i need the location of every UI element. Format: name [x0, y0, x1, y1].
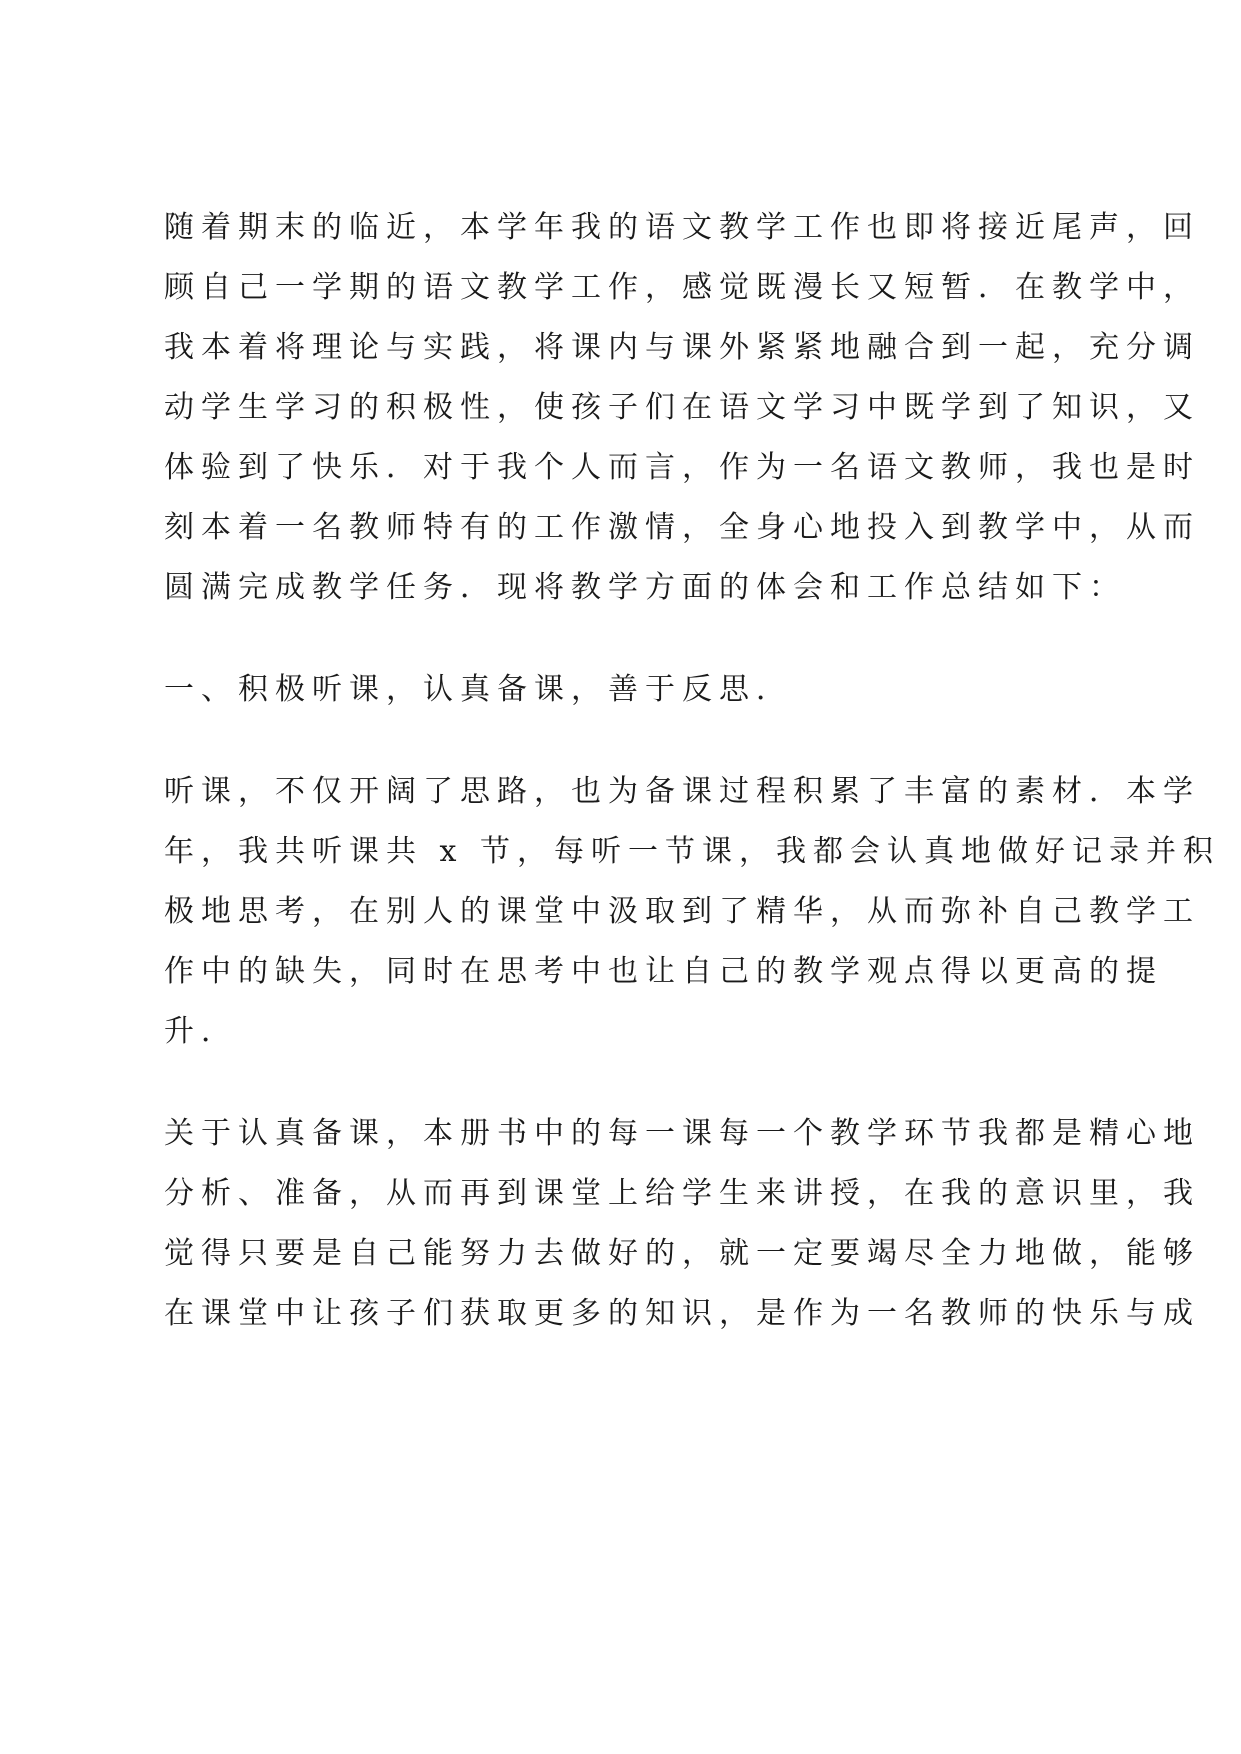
text-line: 作中的缺失，同时在思考中也让自己的教学观点得以更高的提	[164, 954, 1163, 989]
text-line: 随着期末的临近，本学年我的语文教学工作也即将接近尾声，回	[164, 210, 1200, 245]
text-line: 极地思考，在别人的课堂中汲取到了精华，从而弥补自己教学工	[164, 894, 1200, 929]
text-line: 年，我共听课共 x 节，每听一节课，我都会认真地做好记录并积	[164, 834, 1220, 869]
text-line: 觉得只要是自己能努力去做好的，就一定要竭尽全力地做，能够	[164, 1236, 1200, 1271]
text-line: 听课，不仅开阔了思路，也为备课过程积累了丰富的素材．本学	[164, 774, 1200, 809]
text-line: 关于认真备课，本册书中的每一课每一个教学环节我都是精心地	[164, 1116, 1200, 1151]
text-line: 分析、准备，从而再到课堂上给学生来讲授，在我的意识里，我	[164, 1176, 1200, 1211]
text-line: 在课堂中让孩子们获取更多的知识，是作为一名教师的快乐与成	[164, 1296, 1200, 1331]
text-line: 体验到了快乐．对于我个人而言，作为一名语文教师，我也是时	[164, 450, 1200, 485]
text-line: 我本着将理论与实践，将课内与课外紧紧地融合到一起，充分调	[164, 330, 1200, 365]
text-line: 动学生学习的积极性，使孩子们在语文学习中既学到了知识，又	[164, 390, 1200, 425]
text-line: 顾自己一学期的语文教学工作，感觉既漫长又短暂．在教学中，	[164, 270, 1200, 305]
text-line: 刻本着一名教师特有的工作激情，全身心地投入到教学中，从而	[164, 510, 1200, 545]
text-line: 圆满完成教学任务．现将教学方面的体会和工作总结如下：	[164, 570, 1126, 605]
text-line: 升．	[164, 1014, 238, 1049]
heading-line: 一、积极听课，认真备课，善于反思．	[164, 672, 793, 707]
